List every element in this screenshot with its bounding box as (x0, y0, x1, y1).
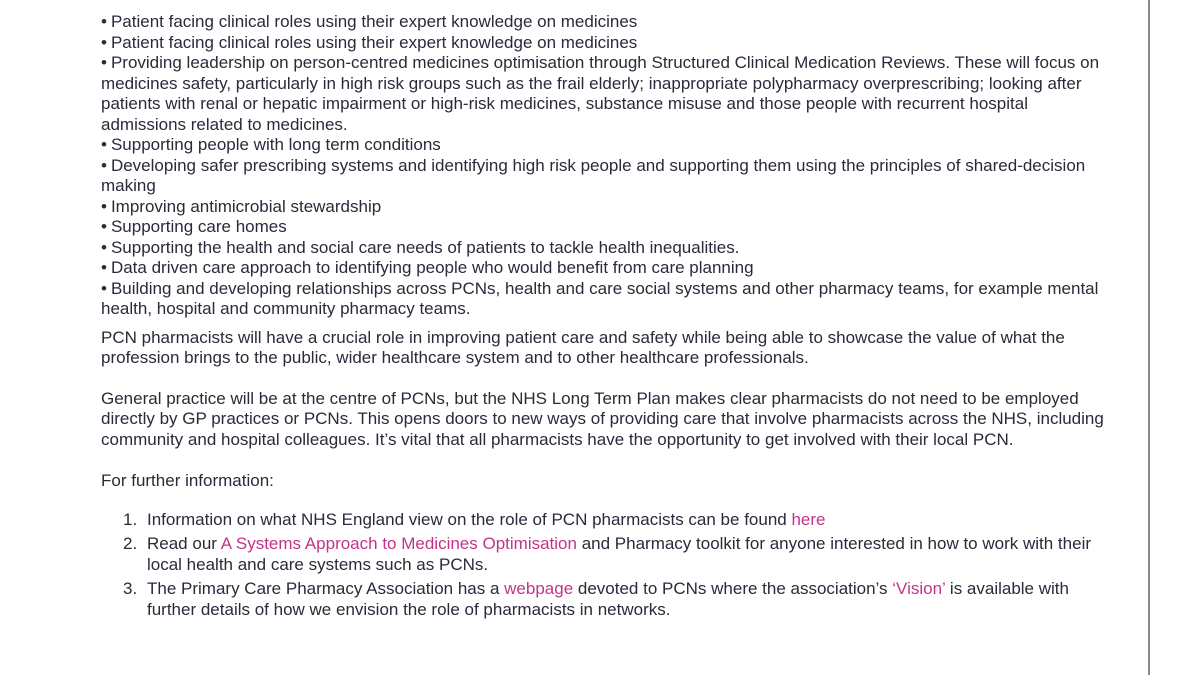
bullet-icon: • (101, 32, 107, 52)
list-item (101, 33, 1111, 54)
list-item (101, 279, 1111, 320)
list-item (101, 238, 1111, 259)
resource-text: Read our (147, 534, 221, 553)
document-page (101, 12, 1111, 624)
general-practice-paragraph: General practice will be at the centre of PCNs, but the NHS Long Term Plan makes clear pharmacists do not need to be employed directly by GP practices or PCNs. This opens doors to new ways of providing care that involve pharmacists across the NHS, including community and hospital colleagues. It’s vital that all pharmacists have the opportunity to get involved with their local PCN. (101, 388, 1104, 449)
resource-text: and Pharmacy toolkit for anyone interested in how to work with their local health and care systems such as PCNs. (147, 534, 1092, 574)
resources-list (101, 510, 1111, 621)
list-item (101, 53, 1111, 135)
nhs-england-here-link[interactable]: here (791, 509, 826, 529)
list-item-text: Building and developing relationships across PCNs, health and care social systems and other pharmacy teams, for example mental health, hospital and community pharmacy teams. (101, 278, 1099, 318)
resource-item-systems-approach (101, 534, 1111, 575)
list-number: 1. (123, 509, 138, 529)
list-item (101, 197, 1111, 218)
bullet-icon: • (101, 53, 107, 72)
list-item (101, 135, 1111, 156)
list-item (101, 217, 1111, 238)
bullet-icon: • (101, 278, 107, 298)
pcn-role-paragraph: PCN pharmacists will have a crucial role in improving patient care and safety while being able to showcase the value of what the profession brings to the public, wider healthcare system and to other healthcare professionals. (101, 327, 1065, 367)
bullet-icon: • (101, 135, 107, 154)
list-item-text: Patient facing clinical roles using their expert knowledge on medicines (110, 12, 638, 31)
vision-link[interactable]: ‘Vision’ (892, 579, 946, 598)
list-item (101, 258, 1111, 279)
resource-text: Information on what NHS England view on the role of PCN pharmacists can be found (147, 509, 792, 529)
resource-item-pcpa (101, 579, 1111, 620)
list-item-text: Patient facing clinical roles using their expert knowledge on medicines (110, 32, 638, 52)
list-item-text: Supporting the health and social care needs of patients to tackle health inequalities. (110, 237, 740, 257)
responsibilities-list (101, 12, 1111, 320)
resource-text: devoted to PCNs where the association’s (573, 579, 893, 598)
list-item (101, 156, 1111, 197)
right-margin-rule (1148, 0, 1150, 675)
bullet-icon: • (101, 258, 107, 277)
list-number: 2. (123, 534, 138, 553)
bullet-icon: • (101, 237, 107, 257)
list-item-text: Supporting care homes (110, 217, 287, 236)
list-number: 3. (123, 579, 138, 598)
resource-text: The Primary Care Pharmacy Association has a (147, 579, 505, 598)
list-item-text: Providing leadership on person-centred medicines optimisation through Structured Clinical Medication Reviews. These will focus on medicines safety, particularly in high risk groups such as the frail elderly; inappropriate polypharmacy overprescribing; looking after patients with renal or hepatic impairment or high-risk medicines, substance misuse and those people with recurrent hospital admissions related to medicines. (101, 53, 1100, 134)
further-info-heading: For further information: (101, 471, 274, 490)
bullet-icon: • (101, 196, 107, 216)
list-item (101, 12, 1111, 33)
list-item-text: Improving antimicrobial stewardship (110, 196, 382, 216)
list-item-text: Supporting people with long term conditions (110, 135, 441, 154)
resource-text: is available with further details of how we envision the role of pharmacists in networks. (147, 579, 1069, 619)
bullet-icon: • (101, 155, 107, 175)
bullet-icon: • (101, 12, 107, 31)
pcpa-webpage-link[interactable]: webpage (504, 579, 574, 598)
systems-approach-link[interactable]: A Systems Approach to Medicines Optimisation (220, 534, 577, 553)
resource-item-nhs-england (101, 510, 1111, 531)
bullet-icon: • (101, 217, 107, 236)
list-item-text: Data driven care approach to identifying people who would benefit from care planning (110, 258, 754, 277)
list-item-text: Developing safer prescribing systems and identifying high risk people and supporting them using the principles of shared-decision making (101, 155, 1086, 195)
